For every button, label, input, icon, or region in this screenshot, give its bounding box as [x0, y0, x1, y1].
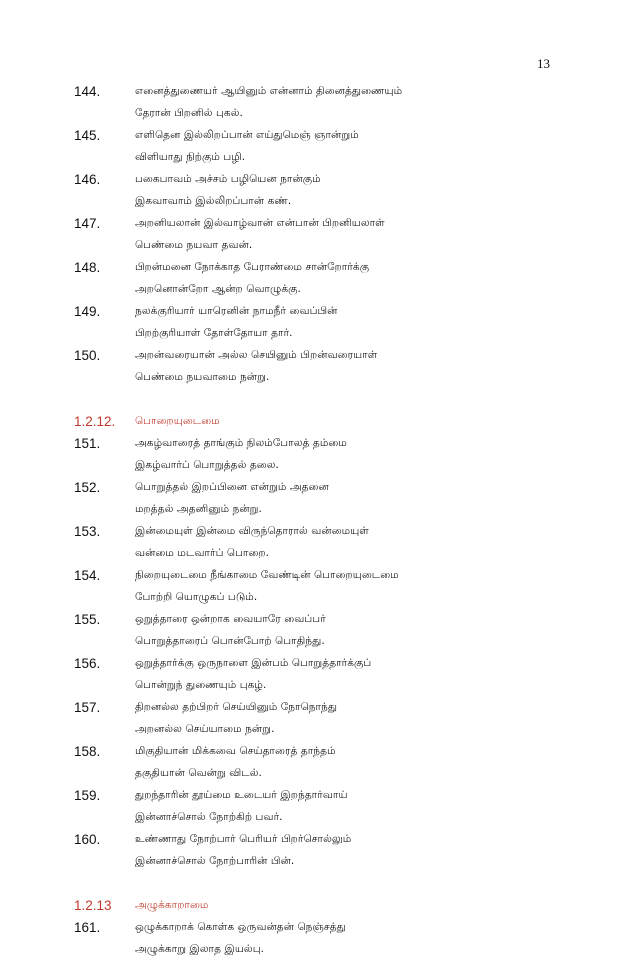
verse-line-1: பகைபாவம் அச்சம் பழியென நான்கும்: [135, 173, 321, 185]
verse-line-2: வன்மை மடவார்ப் பொறை.: [135, 547, 270, 559]
verse-line-1: அகழ்வாரைத் தாங்கும் நிலம்போலத் தம்மை: [135, 437, 347, 449]
section-title: அழுக்காறாமை: [135, 899, 209, 911]
verse-number: 154.: [74, 568, 101, 583]
verse-line-1: பிறன்மனை நோக்காத பேராண்மை சான்றோர்க்கு: [135, 261, 370, 273]
verse: [0, 919, 638, 963]
verse-line-2: அழுக்காறு இலாத இயல்பு.: [135, 943, 265, 955]
section-title: பொறையுடைமை: [135, 415, 220, 427]
verse-line-2: தேரான் பிறனில் புகல்.: [135, 107, 243, 119]
verse-number: 157.: [74, 700, 101, 715]
verse-line-2: இன்னாச்சொல் நோற்கிற் பவர்.: [135, 811, 283, 823]
verse-line-2: அறனல்ல செய்யாமை நன்று.: [135, 723, 275, 735]
verse: [0, 347, 638, 391]
verse-number: 161.: [74, 920, 101, 935]
verse: [0, 171, 638, 215]
verse: [0, 743, 638, 787]
verse-number: 144.: [74, 84, 101, 99]
verse-line-2: பெண்மை நயவா தவன்.: [135, 239, 253, 251]
verse: [0, 127, 638, 171]
verse-number: 147.: [74, 216, 101, 231]
section-number: 1.2.13: [74, 898, 112, 913]
verse-line-2: பொன்றுந் துணையும் புகழ்.: [135, 679, 267, 691]
verse-line-2: போற்றி யொழுகப் படும்.: [135, 591, 258, 603]
verse-line-2: இகழ்வார்ப் பொறுத்தல் தலை.: [135, 459, 279, 471]
verse-number: 149.: [74, 304, 101, 319]
verse: [0, 655, 638, 699]
verse: [0, 523, 638, 567]
verse-number: 156.: [74, 656, 101, 671]
verse-line-1: அறன்வரையான் அல்ல செயினும் பிறன்வரையாள்: [135, 349, 378, 361]
verse-number: 158.: [74, 744, 101, 759]
section-heading: [0, 413, 638, 435]
verse: [0, 215, 638, 259]
verse-number: 159.: [74, 788, 101, 803]
section-heading: [0, 897, 638, 919]
verse-line-2: விளியாது நிற்கும் பழி.: [135, 151, 246, 163]
verse-line-1: ஒறுத்தார்க்கு ஒருநாளை இன்பம் பொறுத்தார்க்குப்: [135, 657, 372, 669]
document-body: [0, 83, 638, 963]
verse-line-2: பொறுத்தாரைப் பொன்போற் பொதிந்து.: [135, 635, 325, 647]
verse-line-2: தகுதியான் வென்று விடல்.: [135, 767, 262, 779]
section: [0, 83, 638, 391]
verse-number: 148.: [74, 260, 101, 275]
page-number: 13: [537, 56, 550, 71]
verse-line-1: அறனியலான் இல்வாழ்வான் என்பான் பிறனியலாள்: [135, 217, 385, 229]
verse-line-1: ஒழுக்காறாக் கொள்க ஒருவன்தன் நெஞ்சத்து: [135, 921, 346, 933]
verse-line-1: திறனல்ல தற்பிறர் செய்யினும் நோநொந்து: [135, 701, 338, 713]
verse: [0, 83, 638, 127]
verse: [0, 787, 638, 831]
verse-line-1: துறந்தாரின் தூய்மை உடையர் இறந்தார்வாய்: [135, 789, 348, 801]
verse-line-1: பொறுத்தல் இறப்பினை என்றும் அதனை: [135, 481, 329, 493]
verse-line-1: நலக்குரியார் யாரெனின் நாமநீர் வைப்பின்: [135, 305, 338, 317]
verse-line-1: ஒறுத்தாரை ஒன்றாக வையாரே வைப்பர்: [135, 613, 326, 625]
verse-line-1: மிகுதியான் மிக்கவை செய்தாரைத் தாந்தம்: [135, 745, 336, 757]
verse-line-1: உண்ணாது நோற்பார் பெரியர் பிறர்சொல்லும்: [135, 833, 352, 845]
section: [0, 413, 638, 875]
verse-number: 145.: [74, 128, 101, 143]
verse-line-2: அறனொன்றோ ஆன்ற வொழுக்கு.: [135, 283, 301, 295]
verse: [0, 303, 638, 347]
verse: [0, 435, 638, 479]
verse-number: 146.: [74, 172, 101, 187]
verse-line-1: எனைத்துணையர் ஆயினும் என்னாம் தினைத்துணையும்: [135, 85, 403, 97]
verse: [0, 479, 638, 523]
verse-line-2: இன்னாச்சொல் நோற்பாரின் பின்.: [135, 855, 295, 867]
verse-line-1: இன்மையுள் இன்மை விருந்தொரால் வன்மையுள்: [135, 525, 369, 537]
verse-number: 151.: [74, 436, 101, 451]
verse-number: 153.: [74, 524, 101, 539]
verse: [0, 567, 638, 611]
verse-line-2: பிறற்குரியாள் தோள்தோயா தார்.: [135, 327, 293, 339]
verse: [0, 699, 638, 743]
verse-number: 152.: [74, 480, 101, 495]
verse-number: 150.: [74, 348, 101, 363]
section: [0, 897, 638, 963]
verse-line-2: பெண்மை நயவாமை நன்று.: [135, 371, 270, 383]
verse: [0, 259, 638, 303]
verse-line-2: மறத்தல் அதனினும் நன்று.: [135, 503, 262, 515]
verse-line-2: இகவாவாம் இல்லிறப்பான் கண்.: [135, 195, 292, 207]
section-number: 1.2.12.: [74, 414, 116, 429]
verse-number: 160.: [74, 832, 101, 847]
verse: [0, 611, 638, 655]
verse: [0, 831, 638, 875]
verse-line-1: நிறையுடைமை நீங்காமை வேண்டின் பொறையுடைமை: [135, 569, 399, 581]
verse-number: 155.: [74, 612, 101, 627]
verse-line-1: எளிதென இல்லிறப்பான் எய்துமெஞ் ஞான்றும்: [135, 129, 359, 141]
